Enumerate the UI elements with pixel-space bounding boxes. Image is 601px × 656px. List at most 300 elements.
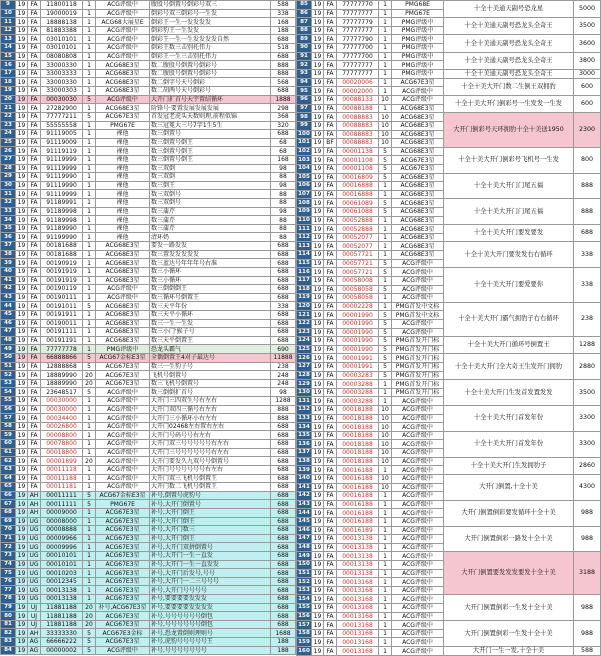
row-number: 32	[1, 199, 16, 208]
year-cell: 19	[16, 431, 28, 440]
year-cell: 19	[16, 95, 28, 104]
table-row	[1, 603, 296, 612]
price-cell: 688	[271, 543, 296, 552]
qty-cell: 1	[83, 242, 96, 251]
grade-cell: ACG评级中	[392, 543, 444, 552]
description-cell: 大开门倒置倒彩一路发十全十美	[444, 526, 574, 552]
table-row	[1, 250, 296, 259]
price-cell: 88	[271, 190, 296, 199]
row-number: 102	[298, 148, 310, 155]
row-number: 113	[298, 242, 310, 249]
table-row	[1, 112, 296, 121]
serial-cell: 00003288	[337, 397, 379, 406]
grade-cell: PMG首发开门标	[392, 362, 444, 371]
year-cell: 19	[312, 208, 324, 217]
description-cell: 大开门双三号号号号号右左右	[150, 440, 271, 449]
prefix-cell: FA	[324, 130, 337, 139]
table-row	[1, 612, 296, 621]
table-row	[1, 336, 296, 345]
description-cell: 大开门数二飞机号倒置王	[150, 483, 271, 492]
year-cell: 19	[16, 276, 28, 285]
year-cell: 19	[312, 629, 324, 638]
description-cell: 十全十美通天副号恐龙星	[444, 1, 574, 18]
serial-cell: 00009000	[41, 508, 83, 517]
description-cell: 补号,大开门一生一直发	[150, 552, 271, 561]
row-number: 17	[1, 69, 16, 78]
table-row	[1, 190, 296, 199]
prefix-cell: FA	[28, 457, 41, 466]
prefix-cell: FA	[324, 371, 337, 380]
grade-cell: PMG68E	[392, 1, 444, 10]
table-row	[1, 121, 296, 130]
row-number: 60	[1, 440, 16, 449]
grade-cell: ACG68E3星	[96, 259, 150, 268]
serial-cell: 77777700	[337, 52, 379, 61]
prefix-cell: FA	[324, 345, 337, 354]
price-cell: 988	[574, 526, 601, 552]
row-number: 136	[298, 440, 310, 447]
qty-cell: 1	[83, 336, 96, 345]
year-cell: 19	[16, 629, 28, 638]
description-cell: 倒彩王一生一发发发发	[150, 18, 271, 27]
year-cell: 19	[16, 353, 28, 362]
year-cell: 19	[16, 121, 28, 130]
table-row	[297, 380, 601, 389]
serial-cell: 03010101	[41, 35, 83, 44]
prefix-cell: BF	[324, 139, 337, 148]
qty-cell: 1	[379, 380, 392, 389]
prefix-cell: FA	[28, 9, 41, 18]
price-cell: 800	[574, 147, 601, 173]
serial-cell: 00016188	[337, 483, 379, 492]
year-cell: 19	[16, 147, 28, 156]
qty-cell: 1	[83, 534, 96, 543]
grade-cell: ACG评级中	[392, 474, 444, 483]
year-cell: 19	[16, 483, 28, 492]
table-row	[1, 147, 296, 156]
prefix-cell: FA	[28, 216, 41, 225]
grade-cell: ACG68E3星	[392, 104, 444, 113]
price-cell: 688	[271, 328, 296, 337]
year-cell: 19	[312, 466, 324, 475]
row-number: 82	[1, 629, 16, 638]
row-number: 40	[1, 267, 16, 276]
row-number: 21	[1, 104, 16, 113]
row-number: 106	[298, 182, 310, 189]
row-number: 79	[1, 603, 16, 612]
row-number: 138	[298, 457, 310, 464]
description-cell: 补号,恐龙置倒则理则号	[150, 629, 271, 638]
grade-cell: ACG67E3星	[96, 577, 150, 586]
serial-cell: 77777790	[337, 35, 379, 44]
serial-cell: 00016188	[337, 500, 379, 509]
price-cell: 588	[574, 647, 601, 656]
row-number: 58	[1, 422, 16, 431]
price-cell: 248	[271, 379, 296, 388]
prefix-cell: FA	[324, 406, 337, 415]
grade-cell: ACG评级中	[392, 440, 444, 449]
row-number: 25	[1, 138, 16, 147]
grade-cell: ACG评级中	[392, 604, 444, 613]
serial-cell: 00058058	[337, 294, 379, 303]
year-cell: 19	[312, 44, 324, 53]
grade-cell: ACG68E3星	[392, 251, 444, 260]
qty-cell: 1	[379, 1, 392, 10]
qty-cell: 1	[83, 78, 96, 87]
description-cell: 数三置发发发发发	[150, 250, 271, 259]
row-number: 35	[1, 224, 16, 233]
row-number: 81	[1, 620, 16, 629]
serial-cell: 00003288	[337, 380, 379, 389]
grade-cell: 裸他	[96, 173, 150, 182]
prefix-cell: FA	[324, 552, 337, 561]
qty-cell: 1	[83, 216, 96, 225]
year-cell: 19	[16, 388, 28, 397]
description-cell: 补号,要要要要发发发发	[150, 603, 271, 612]
qty-cell: 1	[379, 78, 392, 87]
table-row	[1, 104, 296, 113]
serial-cell: 00016188	[337, 509, 379, 518]
serial-cell: 00013138	[337, 543, 379, 552]
prefix-cell: FA	[28, 448, 41, 457]
description-cell: 十全十美大开门要发发右右循环	[444, 242, 574, 268]
prefix-cell: FA	[324, 113, 337, 122]
year-cell: 19	[312, 242, 324, 251]
row-number: 74	[1, 560, 16, 569]
serial-cell: 00088883	[337, 121, 379, 130]
year-cell: 19	[312, 526, 324, 535]
description-cell: 大开门号号号号号号右左右	[150, 465, 271, 474]
serial-cell: 33000330	[41, 78, 83, 87]
row-number: 140	[298, 475, 310, 482]
grade-cell: ACG评级中	[96, 431, 150, 440]
prefix-cell: FA	[28, 362, 41, 371]
serial-cell: 00181688	[41, 250, 83, 259]
table-row	[1, 26, 296, 35]
qty-cell: 1	[379, 647, 392, 656]
description-cell: 大开门号码号号右左右	[150, 431, 271, 440]
serial-cell: 00061089	[337, 199, 379, 208]
serial-cell: 00001990	[337, 337, 379, 346]
serial-cell: 33003333	[41, 69, 83, 78]
table-row	[297, 474, 601, 483]
row-number: 84	[1, 646, 16, 655]
price-cell: 600	[574, 96, 601, 113]
serial-cell: 00013138	[337, 569, 379, 578]
prefix-cell: FA	[28, 259, 41, 268]
grade-cell: ACG评级中	[96, 285, 150, 294]
prefix-cell: FA	[28, 78, 41, 87]
row-number: 75	[1, 569, 16, 578]
serial-cell: 00002000	[337, 87, 379, 96]
qty-cell: 1	[379, 9, 392, 18]
table-row	[1, 35, 296, 44]
row-number: 147	[298, 535, 310, 542]
row-number: 42	[1, 285, 16, 294]
row-number: 112	[298, 234, 310, 241]
serial-cell: 00011181	[41, 483, 83, 492]
grade-cell: ACG67E3星	[96, 638, 150, 647]
grade-cell: ACG评级中	[96, 457, 150, 466]
description-cell: 首发冠老虎头天数则理,前程似锦	[150, 112, 271, 121]
prefix-cell: FA	[28, 26, 41, 35]
serial-cell: 00013168	[337, 612, 379, 621]
year-cell: 19	[312, 156, 324, 165]
table-row	[1, 569, 296, 578]
table-row	[1, 319, 296, 328]
row-number: 61	[1, 448, 16, 457]
description-cell: 要发一路发发	[150, 242, 271, 251]
year-cell: 19	[312, 423, 324, 432]
grade-cell: ACG评级中	[392, 423, 444, 432]
row-number: 49	[1, 345, 16, 354]
prefix-cell: FA	[324, 104, 337, 113]
serial-cell: 12888868	[41, 362, 83, 371]
year-cell: 19	[312, 294, 324, 303]
qty-cell: 1	[83, 181, 96, 190]
grade-cell: ACG67E3星	[96, 595, 150, 604]
serial-cell: 00057721	[337, 268, 379, 277]
serial-cell: 11881188	[41, 620, 83, 629]
serial-cell: 18889990	[41, 371, 83, 380]
qty-cell: 1	[83, 130, 96, 139]
prefix-cell: FA	[28, 242, 41, 251]
table-row	[1, 276, 296, 285]
prefix-cell: FA	[28, 397, 41, 406]
row-number: 14	[1, 44, 16, 53]
year-cell: 19	[16, 620, 28, 629]
qty-cell: 1	[83, 267, 96, 276]
prefix-cell: FA	[28, 1, 41, 10]
description-cell: 全偶倒置王4对子最达号	[150, 353, 271, 362]
prefix-cell: FA	[28, 250, 41, 259]
row-number: 134	[298, 423, 310, 430]
qty-cell: 20	[83, 612, 96, 621]
row-number: 69	[1, 517, 16, 526]
grade-cell: ACG67E3金标	[96, 629, 150, 638]
row-number: 31	[1, 190, 16, 199]
year-cell: 19	[312, 319, 324, 328]
serial-cell: 18888138	[41, 18, 83, 27]
grade-cell: ACG评级中	[392, 629, 444, 638]
prefix-cell: FA	[28, 35, 41, 44]
serial-cell: 00181688	[41, 242, 83, 251]
grade-cell: ACG评级中	[392, 638, 444, 647]
grade-cell: ACG评级中	[392, 500, 444, 509]
qty-cell: 1	[379, 638, 392, 647]
qty-cell: 1	[83, 224, 96, 233]
year-cell: 19	[16, 638, 28, 647]
year-cell: 19	[312, 483, 324, 492]
description-cell: 腹股号倒置号倒彩号双三	[150, 1, 271, 10]
prefix-cell: FA	[28, 440, 41, 449]
description-cell: 十全十美大开门首发年份	[444, 406, 574, 432]
qty-cell: 5	[83, 95, 96, 104]
year-cell: 19	[312, 517, 324, 526]
grade-cell: ACG67E3星	[96, 620, 150, 629]
row-number: 50	[1, 353, 16, 362]
serial-cell: 00002228	[337, 302, 379, 311]
price-cell: 688	[271, 130, 296, 139]
grade-cell: ACG评级中	[96, 646, 150, 655]
qty-cell: 1	[83, 543, 96, 552]
year-cell: 19	[16, 78, 28, 87]
row-number: 135	[298, 432, 310, 439]
year-cell: 19	[16, 138, 28, 147]
serial-cell: 00001991	[337, 362, 379, 371]
qty-cell: 1	[83, 569, 96, 578]
serial-cell: 00030000	[41, 397, 83, 406]
row-number: 91	[297, 52, 312, 61]
table-row	[297, 69, 601, 78]
row-number: 72	[1, 543, 16, 552]
row-number: 127	[298, 363, 310, 370]
serial-cell: 00013168	[337, 638, 379, 647]
price-cell: 688	[271, 612, 296, 621]
price-cell: 2860	[574, 457, 601, 474]
prefix-cell: FA	[324, 414, 337, 423]
qty-cell: 5	[379, 337, 392, 346]
table-row	[297, 52, 601, 61]
serial-cell: 00034400	[41, 414, 83, 423]
prefix-cell: FA	[28, 95, 41, 104]
description-cell: 十全十美大开门门尾五福	[444, 199, 574, 225]
serial-cell: 00013168	[337, 647, 379, 656]
price-cell: 688	[271, 474, 296, 483]
qty-cell: 10	[379, 474, 392, 483]
qty-cell: 1	[379, 190, 392, 199]
table-row	[1, 285, 296, 294]
grade-cell: ACG67E3星	[392, 156, 444, 165]
grade-cell: ACG评级中	[392, 517, 444, 526]
description-cell: 大开门三小循环小右左右	[150, 414, 271, 423]
prefix-cell: FA	[28, 147, 41, 156]
serial-cell: 91119999	[41, 155, 83, 164]
row-number: 36	[1, 233, 16, 242]
year-cell: 19	[16, 465, 28, 474]
table-row	[1, 138, 296, 147]
serial-cell: 00052888	[337, 225, 379, 234]
grade-cell: PMG评级中	[392, 44, 444, 53]
qty-cell: 1	[83, 207, 96, 216]
qty-cell: 1	[83, 414, 96, 423]
year-cell: 19	[312, 52, 324, 61]
year-cell: 19	[312, 414, 324, 423]
year-cell: 19	[16, 207, 28, 216]
grade-cell: ACG68E3星	[96, 69, 150, 78]
row-number: 128	[298, 371, 310, 378]
year-cell: 19	[312, 431, 324, 440]
grade-cell: 补号,ACG67E3星	[96, 603, 150, 612]
grade-cell: ACG评级中	[392, 449, 444, 458]
grade-cell: PMG首发开门标	[392, 380, 444, 389]
year-cell: 19	[312, 113, 324, 122]
price-cell: 888	[271, 61, 296, 70]
year-cell: 19	[16, 224, 28, 233]
prefix-cell: FA	[324, 431, 337, 440]
description-cell: 大开门倒置倒彩要发循环十全十美	[444, 500, 574, 526]
year-cell: 19	[312, 604, 324, 613]
row-number: 152	[298, 578, 310, 585]
table-row	[1, 155, 296, 164]
table-row	[297, 406, 601, 415]
description-cell: 数三双倒	[150, 164, 271, 173]
price-cell: 3500	[574, 380, 601, 406]
row-number: 143	[298, 501, 310, 508]
prefix-cell: FA	[324, 26, 337, 35]
description-cell: 大开门倒置倒彩一生发十全十美	[444, 621, 574, 647]
table-row	[1, 620, 296, 629]
price-cell: 68	[271, 147, 296, 156]
serial-cell: 00020006	[337, 78, 379, 87]
serial-cell: 00013168	[337, 586, 379, 595]
year-cell: 19	[312, 371, 324, 380]
price-cell: 98	[271, 207, 296, 216]
year-cell: 19	[16, 61, 28, 70]
year-cell: 19	[312, 121, 324, 130]
year-cell: 19	[16, 267, 28, 276]
year-cell: 19	[16, 517, 28, 526]
prefix-cell: FA	[324, 328, 337, 337]
grade-cell: ACG评级中	[392, 466, 444, 475]
prefix-cell: FA	[324, 578, 337, 587]
grade-cell: ACG68E3星	[392, 190, 444, 199]
qty-cell: 5	[379, 285, 392, 294]
table-row	[1, 267, 296, 276]
prefix-cell: FA	[28, 353, 41, 362]
year-cell: 19	[312, 130, 324, 139]
price-cell: 688	[271, 457, 296, 466]
row-number: 65	[1, 483, 16, 492]
price-cell: 238	[271, 362, 296, 371]
qty-cell: 20	[83, 603, 96, 612]
prefix-cell: FA	[324, 474, 337, 483]
row-number: 95	[297, 87, 312, 96]
year-cell: 19	[16, 104, 28, 113]
year-cell: 19	[312, 182, 324, 191]
year-cell: 19	[312, 1, 324, 10]
left-table	[0, 0, 296, 655]
description-cell: 大开门三号号号号号号右左右	[150, 448, 271, 457]
grade-cell: ACG评级中	[96, 483, 150, 492]
serial-cell: 00008000	[41, 517, 83, 526]
row-number: 37	[1, 242, 16, 251]
serial-cell: 00030000	[41, 405, 83, 414]
description-cell: 数三蒲芹	[150, 216, 271, 225]
prefix-cell: FA	[324, 259, 337, 268]
serial-cell: 03010101	[41, 44, 83, 53]
description-cell: 数三小循环	[150, 276, 271, 285]
row-number: 53	[1, 379, 16, 388]
grade-cell: PMG评级中	[392, 35, 444, 44]
qty-cell: 1	[83, 164, 96, 173]
prefix-cell: UJ	[28, 603, 41, 612]
year-cell: 19	[312, 225, 324, 234]
prefix-cell: FA	[28, 319, 41, 328]
prefix-cell: FA	[324, 216, 337, 225]
row-number: 126	[298, 354, 310, 361]
qty-cell: 1	[83, 319, 96, 328]
serial-cell: 00001990	[337, 328, 379, 337]
row-number: 99	[297, 121, 312, 130]
price-cell: 688	[271, 620, 296, 629]
row-number: 90	[297, 44, 312, 53]
price-cell: 690	[271, 345, 296, 354]
serial-cell: 11800118	[41, 1, 83, 10]
price-cell: 338	[574, 268, 601, 302]
price-cell: 338	[271, 9, 296, 18]
grade-cell: ACG68E3星	[392, 121, 444, 130]
